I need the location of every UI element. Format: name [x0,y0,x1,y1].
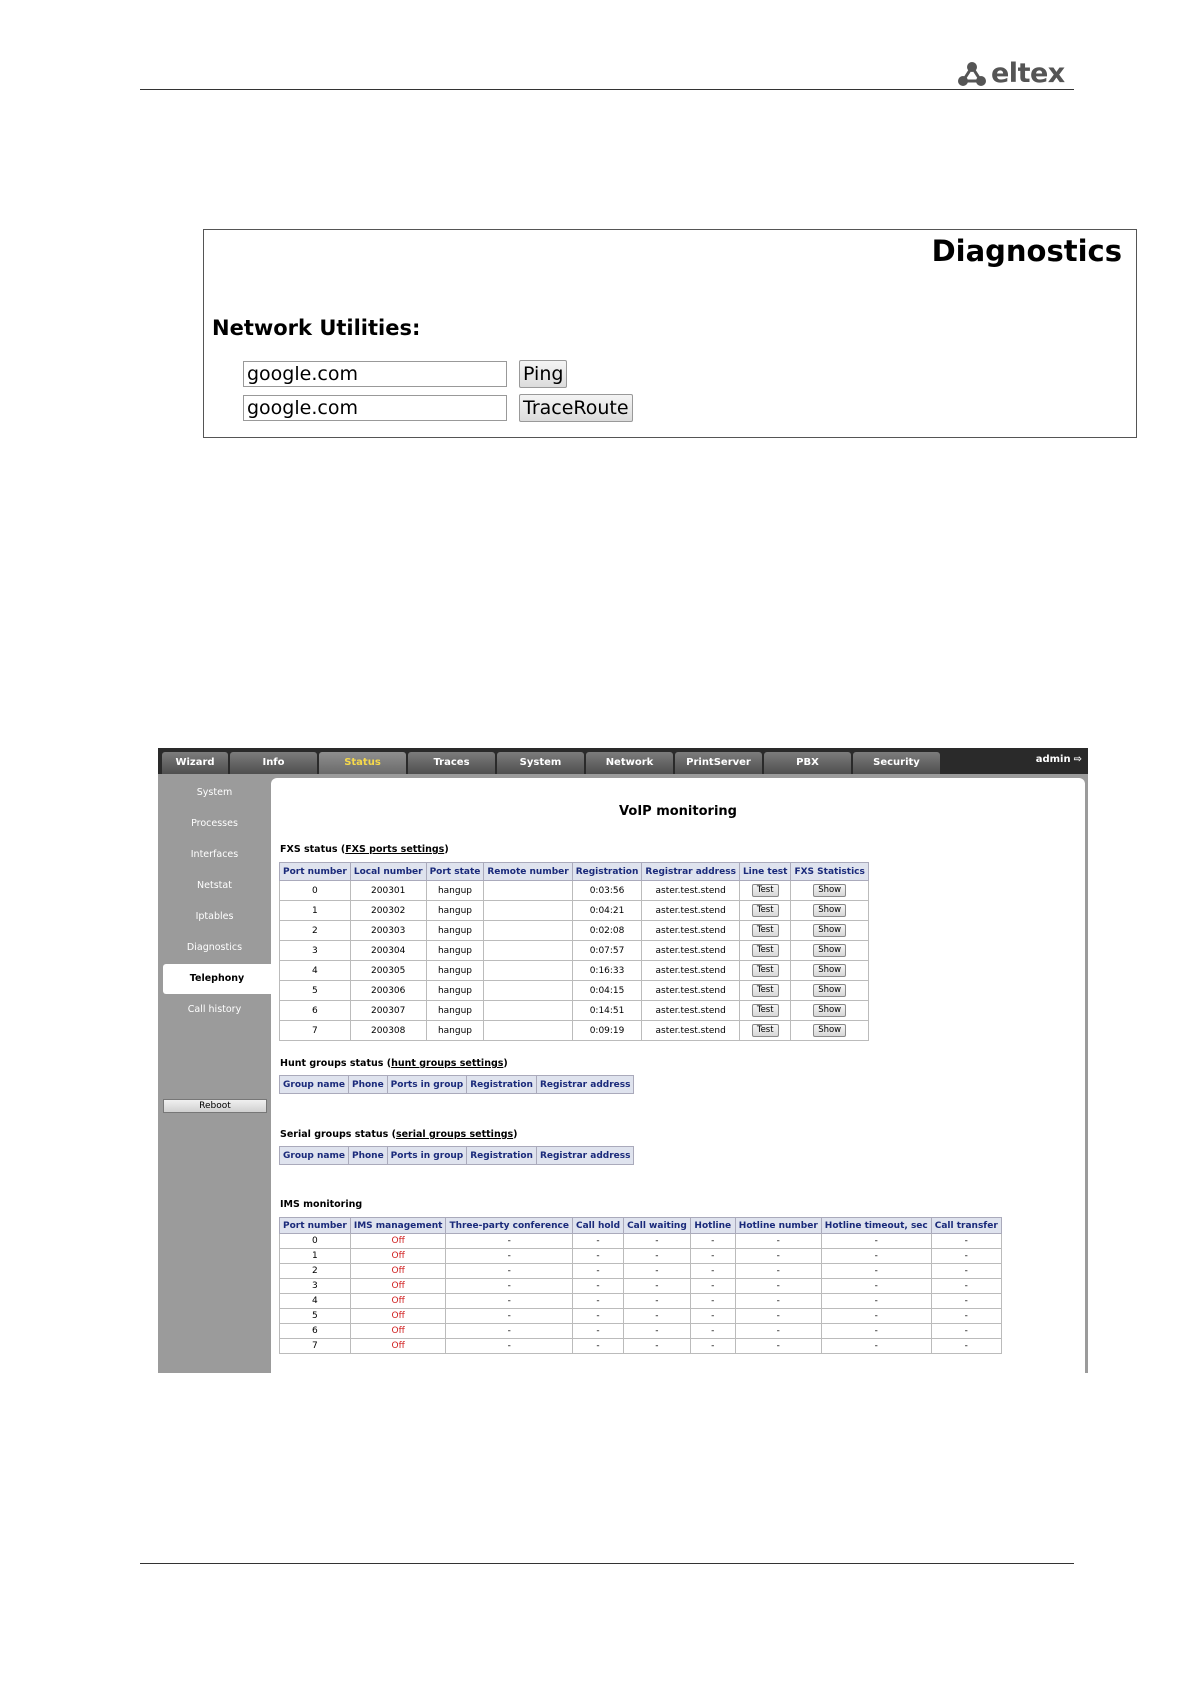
table-cell: aster.test.stend [642,1021,740,1041]
table-cell: - [572,1249,623,1264]
table-cell: 7 [280,1339,351,1354]
table-cell: - [735,1249,821,1264]
table-cell: 200301 [350,881,426,901]
table-cell: aster.test.stend [642,901,740,921]
table-row [280,941,869,961]
table-cell: 7 [280,1021,351,1041]
table-cell: hangup [426,901,484,921]
column-header: Registration [572,863,642,881]
tab-status[interactable]: Status [319,752,406,774]
table-cell: 0:04:21 [572,901,642,921]
line-test-button[interactable]: Test [752,944,779,957]
table-row [280,1309,1002,1324]
table-cell [484,1001,572,1021]
serial-groups-title: Serial groups status (serial groups settings) [280,1129,518,1140]
table-cell: - [690,1279,735,1294]
table-header-row [280,1218,1002,1234]
table-cell: - [690,1294,735,1309]
tab-traces[interactable]: Traces [408,752,495,774]
table-cell: - [931,1294,1001,1309]
table-cell [791,881,868,901]
user-name: admin [1035,754,1071,765]
column-header: Registration [467,1147,537,1165]
table-cell [484,901,572,921]
table-cell: 6 [280,1001,351,1021]
top-navigation [158,748,1088,774]
table-cell: - [572,1309,623,1324]
traceroute-button[interactable]: TraceRoute [519,394,633,422]
column-header: Ports in group [387,1147,467,1165]
table-row [280,1234,1002,1249]
footer-rule [140,1563,1074,1564]
ims-management-status: Off [350,1249,446,1264]
table-cell: 0 [280,881,351,901]
table-row [280,921,869,941]
table-cell: 0:07:57 [572,941,642,961]
table-cell: 5 [280,1309,351,1324]
table-row [280,1324,1002,1339]
ims-monitoring-table [279,1217,1002,1354]
table-cell: - [735,1309,821,1324]
table-cell: - [931,1279,1001,1294]
table-row [280,1279,1002,1294]
line-test-button[interactable]: Test [752,904,779,917]
table-cell: - [572,1339,623,1354]
table-cell: - [446,1234,573,1249]
table-row [280,1294,1002,1309]
table-cell: 0:16:33 [572,961,642,981]
table-cell: - [624,1234,691,1249]
table-cell: aster.test.stend [642,941,740,961]
tab-system[interactable]: System [497,752,584,774]
reboot-button[interactable]: Reboot [163,1099,267,1113]
column-header: Registrar address [536,1147,634,1165]
table-cell: hangup [426,1021,484,1041]
table-cell: 0 [280,1234,351,1249]
ims-management-status: Off [350,1324,446,1339]
table-row [280,881,869,901]
line-test-button[interactable]: Test [752,984,779,997]
table-cell: - [624,1309,691,1324]
table-cell: - [446,1294,573,1309]
table-row [280,1001,869,1021]
table-cell [739,921,791,941]
column-header: Ports in group [387,1076,467,1094]
fxs-statistics-button[interactable]: Show [813,964,846,977]
table-cell: - [690,1309,735,1324]
column-header: Registrar address [536,1076,634,1094]
table-cell: 1 [280,1249,351,1264]
table-cell: - [572,1279,623,1294]
table-cell: - [572,1234,623,1249]
table-cell [791,941,868,961]
table-cell [791,1021,868,1041]
header-rule [140,89,1074,90]
table-cell: 4 [280,961,351,981]
table-cell [791,1001,868,1021]
hunt-groups-table [279,1075,634,1094]
column-header: Group name [280,1147,349,1165]
table-cell: 0:14:51 [572,1001,642,1021]
table-cell: 2 [280,1264,351,1279]
fxs-statistics-button[interactable]: Show [813,944,846,957]
column-header: Remote number [484,863,572,881]
table-cell: - [821,1249,931,1264]
column-header: Hotline timeout, sec [821,1218,931,1234]
column-header: Three-party conference [446,1218,573,1234]
table-cell [484,1021,572,1041]
tab-printserver[interactable]: PrintServer [675,752,762,774]
tab-pbx[interactable]: PBX [764,752,851,774]
table-cell: - [690,1324,735,1339]
sidebar-item-interfaces[interactable]: Interfaces [190,849,239,860]
table-cell: - [690,1264,735,1279]
serial-groups-table [279,1146,634,1165]
table-cell: - [735,1264,821,1279]
sidebar-item-diagnostics[interactable]: Diagnostics [186,942,243,953]
table-header-row [280,1076,634,1094]
table-cell: - [735,1234,821,1249]
table-cell [739,901,791,921]
voip-monitoring-screen [158,748,1088,1373]
sidebar [158,774,271,1373]
table-cell: 3 [280,941,351,961]
table-cell: 1 [280,901,351,921]
fxs-statistics-button[interactable]: Show [813,1024,846,1037]
table-cell: - [446,1309,573,1324]
table-cell: 0:02:08 [572,921,642,941]
tab-network[interactable]: Network [586,752,673,774]
fxs-statistics-button[interactable]: Show [813,924,846,937]
column-header: Phone [348,1076,387,1094]
table-cell: - [690,1249,735,1264]
ims-management-status: Off [350,1264,446,1279]
table-cell [739,941,791,961]
column-header: Registrar address [642,863,740,881]
table-cell: 200306 [350,981,426,1001]
logout-icon[interactable]: ⇨ [1073,754,1082,765]
traceroute-host-input[interactable]: google.com [243,395,507,421]
column-header: Hotline [690,1218,735,1234]
line-test-button[interactable]: Test [752,884,779,897]
tab-wizard[interactable]: Wizard [162,752,228,774]
ims-monitoring-title: IMS monitoring [280,1199,363,1210]
table-cell: 200305 [350,961,426,981]
line-test-button[interactable]: Test [752,1024,779,1037]
table-cell: - [821,1234,931,1249]
table-cell: - [624,1324,691,1339]
column-header: Local number [350,863,426,881]
table-cell: 200303 [350,921,426,941]
fxs-statistics-button[interactable]: Show [813,904,846,917]
sidebar-item-processes[interactable]: Processes [191,818,238,829]
main-content [271,778,1085,1373]
table-cell: 0:09:19 [572,1021,642,1041]
fxs-status-table [279,862,869,1041]
table-cell: 6 [280,1324,351,1339]
serial-groups-settings-link[interactable]: serial groups settings [395,1129,514,1140]
table-cell [484,981,572,1001]
column-header: Port number [280,1218,351,1234]
table-cell [484,881,572,901]
table-cell: - [572,1294,623,1309]
table-cell: - [624,1264,691,1279]
tab-security[interactable]: Security [853,752,940,774]
table-row [280,1249,1002,1264]
table-cell: - [931,1324,1001,1339]
table-cell: - [931,1264,1001,1279]
table-cell: hangup [426,881,484,901]
table-cell: - [690,1339,735,1354]
table-cell: - [446,1324,573,1339]
hunt-groups-settings-link[interactable]: hunt groups settings [391,1058,504,1069]
table-cell: 0:04:15 [572,981,642,1001]
eltex-logo-text: eltex [991,58,1065,89]
table-header-row [280,1147,634,1165]
table-cell [791,901,868,921]
table-cell: hangup [426,1001,484,1021]
table-row [280,1264,1002,1279]
ping-host-input[interactable]: google.com [243,361,507,387]
table-cell: - [821,1294,931,1309]
line-test-button[interactable]: Test [752,924,779,937]
table-cell: aster.test.stend [642,1001,740,1021]
table-cell: - [931,1234,1001,1249]
column-header: Call hold [572,1218,623,1234]
column-header: IMS management [350,1218,446,1234]
table-cell: hangup [426,921,484,941]
line-test-button[interactable]: Test [752,1004,779,1017]
table-cell: - [446,1279,573,1294]
fxs-status-title: FXS status (FXS ports settings) [280,844,449,855]
column-header: Port state [426,863,484,881]
sidebar-item-system[interactable]: System [196,787,233,798]
table-cell: aster.test.stend [642,881,740,901]
fxs-statistics-button[interactable]: Show [813,884,846,897]
diagnostics-panel [203,229,1137,438]
network-utilities-heading: Network Utilities: [212,316,421,340]
table-cell: - [735,1339,821,1354]
table-cell [791,981,868,1001]
table-cell [739,981,791,1001]
line-test-button[interactable]: Test [752,964,779,977]
table-cell: aster.test.stend [642,961,740,981]
sidebar-item-iptables[interactable]: Iptables [195,911,234,922]
table-cell [739,1001,791,1021]
tab-info[interactable]: Info [230,752,317,774]
table-cell: 4 [280,1294,351,1309]
column-header: FXS Statistics [791,863,868,881]
table-cell: - [624,1249,691,1264]
table-cell: - [931,1249,1001,1264]
table-cell: - [624,1294,691,1309]
table-cell: - [572,1264,623,1279]
table-cell: - [821,1339,931,1354]
table-cell: hangup [426,961,484,981]
table-cell [791,921,868,941]
table-cell: - [821,1264,931,1279]
table-cell: - [821,1324,931,1339]
table-cell: - [735,1324,821,1339]
table-cell: - [572,1324,623,1339]
table-cell: 5 [280,981,351,1001]
sidebar-item-netstat[interactable]: Netstat [197,880,232,891]
table-cell: hangup [426,941,484,961]
table-cell [484,921,572,941]
column-header: Call transfer [931,1218,1001,1234]
page-title: VoIP monitoring [619,804,737,819]
hunt-groups-title: Hunt groups status (hunt groups settings) [280,1058,508,1069]
column-header: Phone [348,1147,387,1165]
table-cell: - [931,1309,1001,1324]
table-cell [739,881,791,901]
eltex-logo [957,58,1065,89]
table-row [280,1021,869,1041]
table-cell: 3 [280,1279,351,1294]
table-cell [484,961,572,981]
ping-button[interactable]: Ping [519,360,567,388]
column-header: Line test [739,863,791,881]
table-cell [739,1021,791,1041]
table-cell: aster.test.stend [642,921,740,941]
table-cell: 2 [280,921,351,941]
table-cell: - [931,1339,1001,1354]
table-row [280,901,869,921]
ims-management-status: Off [350,1234,446,1249]
table-cell: - [735,1294,821,1309]
fxs-statistics-button[interactable]: Show [813,984,846,997]
column-header: Call waiting [624,1218,691,1234]
table-cell: - [821,1309,931,1324]
table-cell: 200308 [350,1021,426,1041]
column-header: Port number [280,863,351,881]
column-header: Hotline number [735,1218,821,1234]
user-menu[interactable] [1033,754,1082,765]
table-cell: hangup [426,981,484,1001]
table-row [280,981,869,1001]
diagnostics-title: Diagnostics [931,234,1122,268]
table-cell: - [446,1249,573,1264]
table-cell: 0:03:56 [572,881,642,901]
column-header: Group name [280,1076,349,1094]
table-cell: - [446,1339,573,1354]
fxs-ports-settings-link[interactable]: FXS ports settings [345,844,445,855]
ims-management-status: Off [350,1279,446,1294]
sidebar-item-telephony[interactable]: Telephony [163,964,271,994]
table-cell [484,941,572,961]
table-cell: - [735,1279,821,1294]
table-cell: - [821,1279,931,1294]
fxs-statistics-button[interactable]: Show [813,1004,846,1017]
table-header-row [280,863,869,881]
table-cell [739,961,791,981]
table-cell: 200304 [350,941,426,961]
sidebar-item-call-history[interactable]: Call history [187,1004,242,1015]
table-cell: - [446,1264,573,1279]
eltex-logo-icon [957,61,987,87]
table-cell: - [624,1279,691,1294]
ims-management-status: Off [350,1309,446,1324]
ims-management-status: Off [350,1339,446,1354]
column-header: Registration [467,1076,537,1094]
table-cell [791,961,868,981]
table-cell: - [624,1339,691,1354]
table-row [280,1339,1002,1354]
table-cell: aster.test.stend [642,981,740,1001]
table-cell: - [690,1234,735,1249]
table-row [280,961,869,981]
ims-management-status: Off [350,1294,446,1309]
table-cell: 200307 [350,1001,426,1021]
table-cell: 200302 [350,901,426,921]
